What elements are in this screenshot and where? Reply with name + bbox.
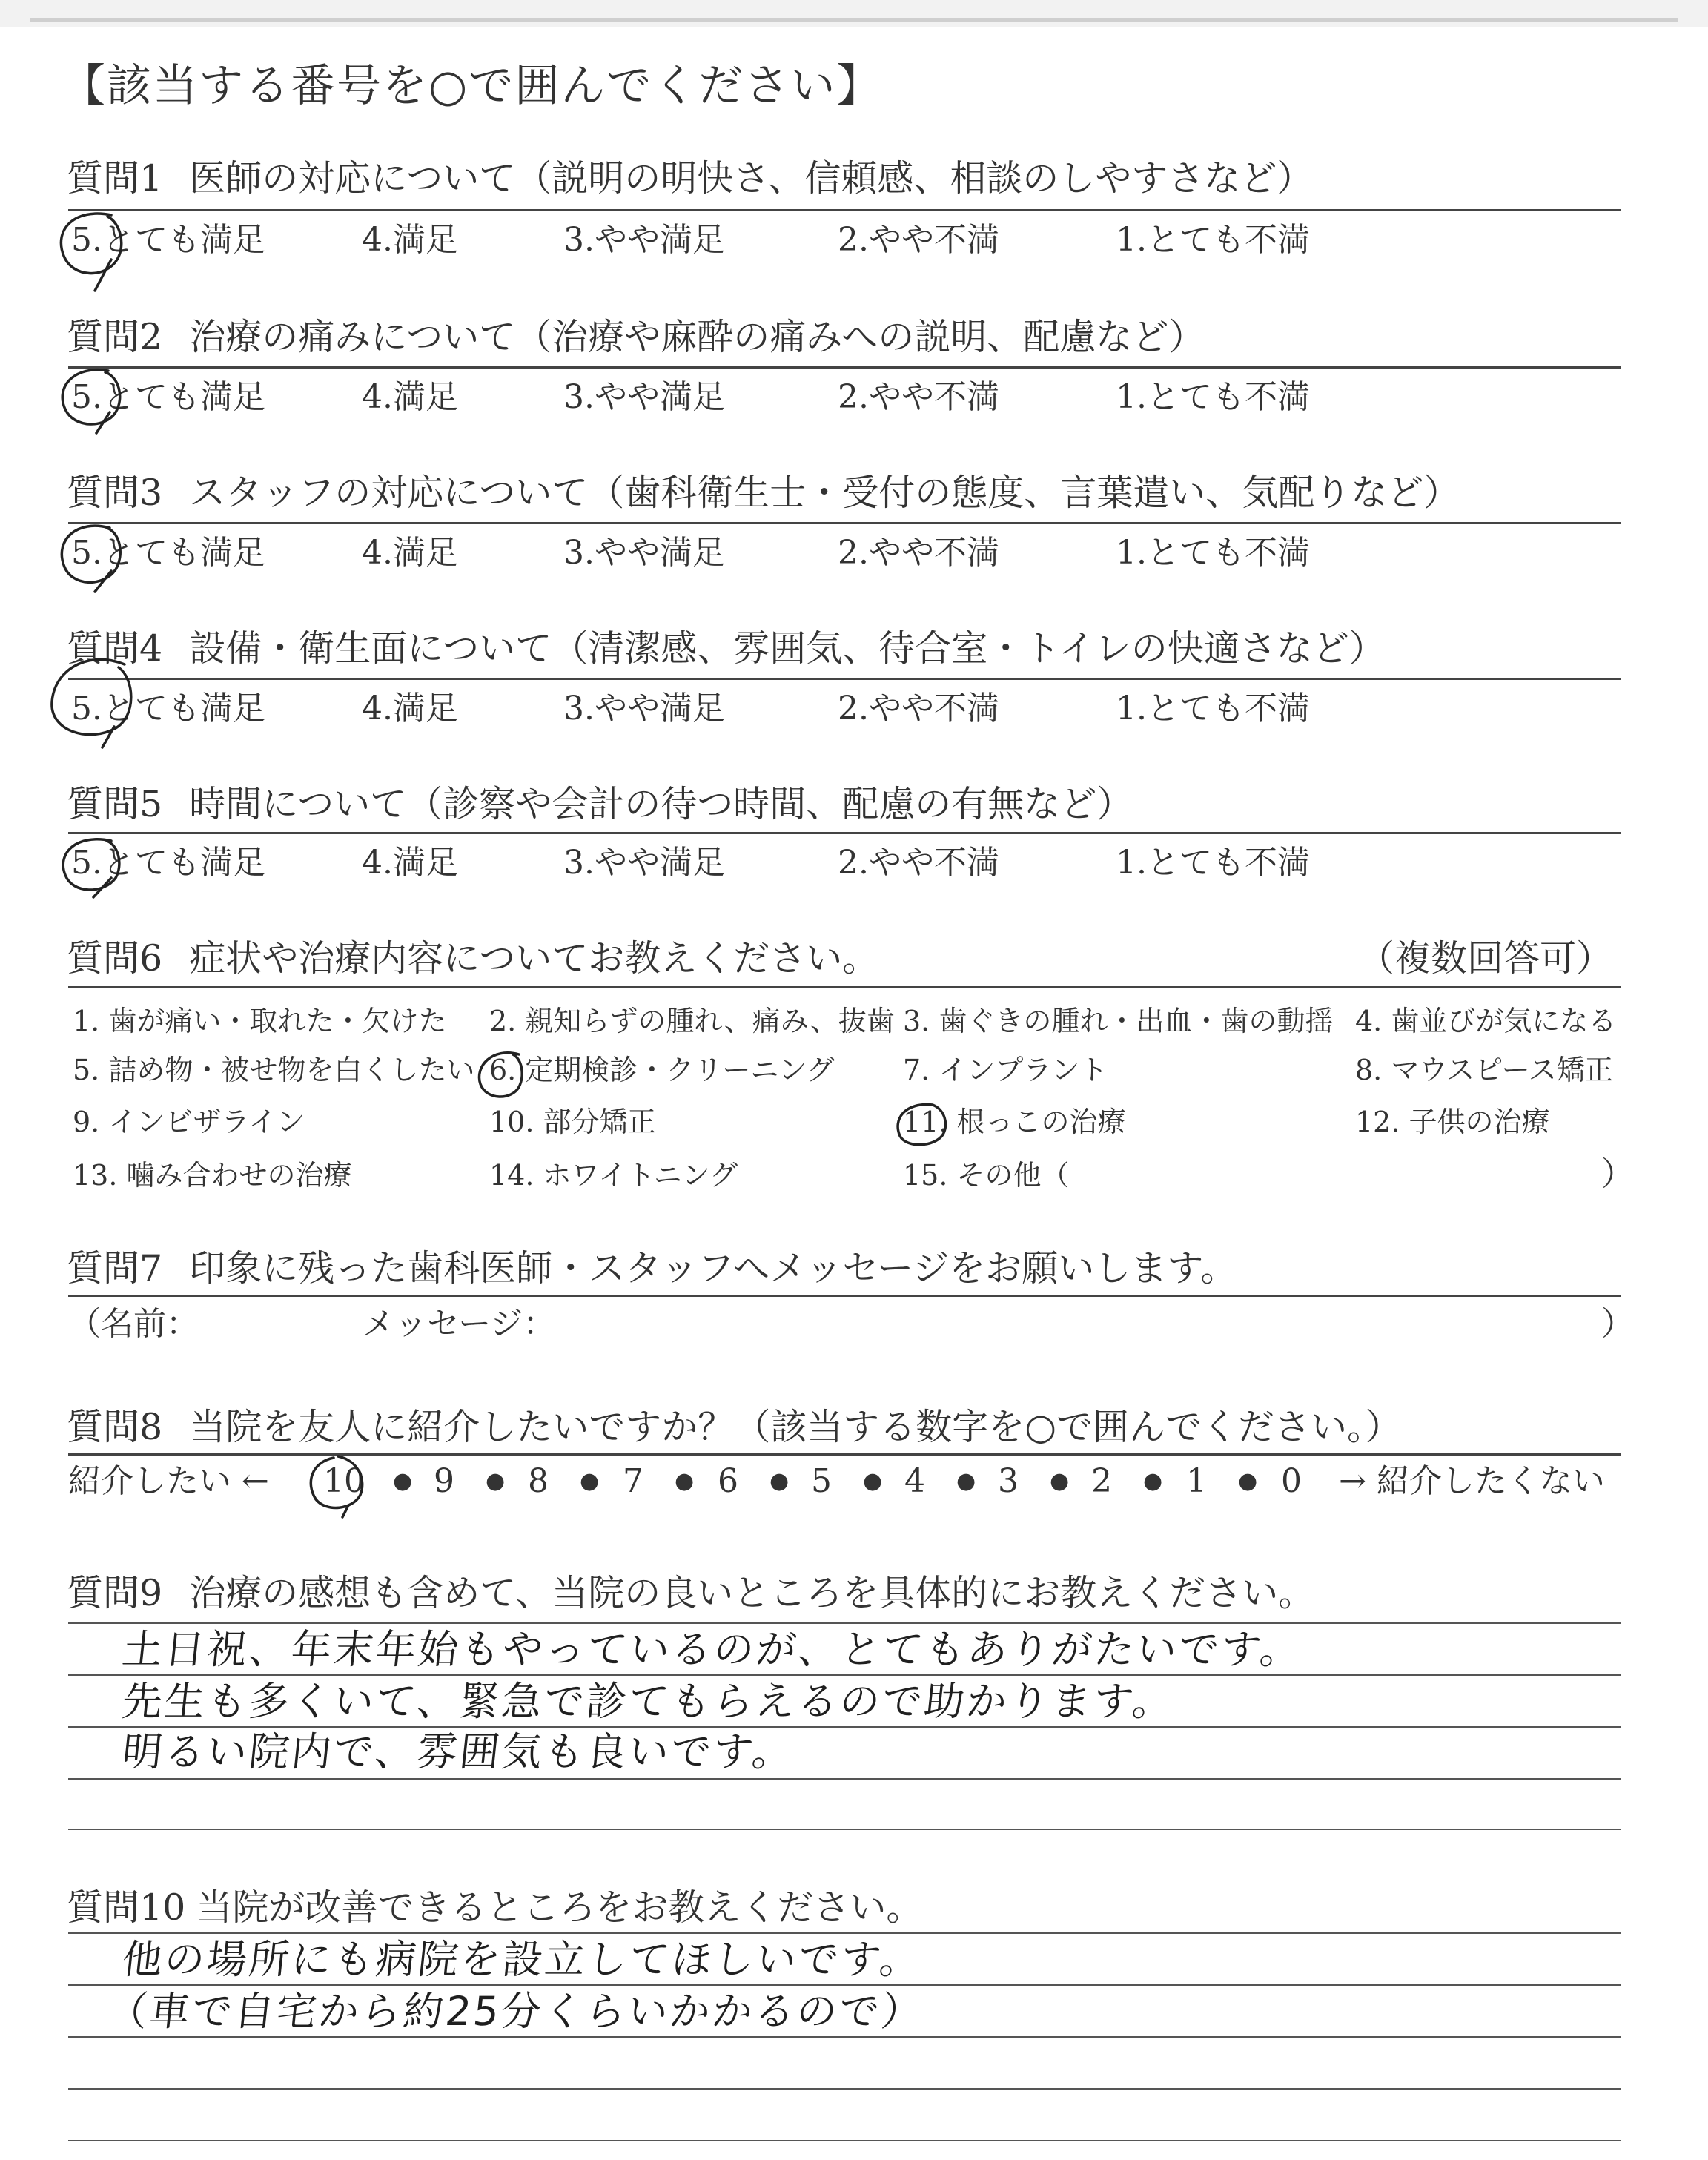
divider	[68, 678, 1621, 680]
question-number: 質問6	[67, 937, 163, 980]
symptom-option-8[interactable]: 8. マウスピース矯正	[1355, 1054, 1613, 1086]
scale-separator: ●	[675, 1468, 695, 1494]
symptom-option-3[interactable]: 3. 歯ぐきの腫れ・出血・歯の動揺	[903, 1005, 1334, 1037]
rating-option-2[interactable]: 2.やや不満	[838, 690, 999, 727]
question-number: 質問1	[67, 157, 163, 199]
answer-line	[68, 1674, 1621, 1676]
answer-line	[68, 1932, 1621, 1934]
rating-option-3[interactable]: 3.やや満足	[563, 844, 725, 882]
question-1	[67, 156, 1313, 202]
question-text: 症状や治療内容についてお教えください。	[189, 937, 879, 980]
question-text: 印象に残った歯科医師・スタッフへメッセージをお願いします。	[189, 1247, 1237, 1289]
symptom-option-9[interactable]: 9. インビザライン	[73, 1106, 305, 1138]
rating-option-3[interactable]: 3.やや満足	[563, 534, 725, 572]
divider	[68, 522, 1621, 524]
rating-option-5[interactable]: 5.とても満足	[71, 534, 265, 572]
rating-option-4[interactable]: 4.満足	[362, 844, 458, 882]
rating-option-1[interactable]: 1.とても不満	[1116, 534, 1310, 572]
rating-option-5[interactable]: 5.とても満足	[71, 378, 265, 416]
scale-separator: ●	[863, 1468, 883, 1494]
scale-separator: ●	[1238, 1468, 1258, 1494]
answer-line	[68, 2088, 1621, 2090]
symptom-option-10[interactable]: 10. 部分矯正	[489, 1106, 656, 1138]
scale-right-label: → 紹介したくない	[1339, 1462, 1605, 1500]
question-number: 質問2	[67, 316, 163, 358]
answer-line	[68, 1984, 1621, 1986]
answer-line	[68, 2140, 1621, 2141]
scale-separator: ●	[393, 1468, 413, 1494]
rating-option-4[interactable]: 4.満足	[362, 534, 458, 572]
question-text: 当院が改善できるところをお教えください。	[196, 1886, 923, 1929]
question-4	[67, 626, 1386, 672]
answer-line	[68, 1829, 1621, 1830]
question-number: 質問4	[67, 627, 163, 670]
question-8	[67, 1404, 1401, 1450]
scale-left-label: 紹介したい ←	[68, 1462, 269, 1500]
rating-option-3[interactable]: 3.やや満足	[563, 378, 725, 416]
scale-separator: ●	[580, 1468, 600, 1494]
question-number: 質問3	[67, 472, 163, 514]
symptom-option-12[interactable]: 12. 子供の治療	[1355, 1106, 1550, 1138]
answer-line	[68, 2036, 1621, 2038]
scale-separator: ●	[769, 1468, 790, 1494]
question-number: 質問10	[67, 1886, 186, 1929]
scale-value-7[interactable]: 7	[623, 1462, 643, 1500]
name-label: （名前：	[68, 1305, 199, 1343]
scale-value-10[interactable]: 10	[323, 1462, 365, 1500]
divider	[68, 1295, 1621, 1297]
question-text: 設備・衛生面について（清潔感、雰囲気、待合室・トイレの快適さなど）	[189, 627, 1386, 670]
message-label: メッセージ：	[362, 1305, 556, 1343]
symptom-option-2[interactable]: 2. 親知らずの腫れ、痛み、抜歯	[489, 1005, 895, 1037]
rating-option-2[interactable]: 2.やや不満	[838, 221, 999, 259]
handwritten-line: 先生も多くいて、緊急で診てもらえるので助かります。	[119, 1678, 1177, 1725]
question-9	[67, 1571, 1314, 1616]
symptom-option-5[interactable]: 5. 詰め物・被せ物を白くしたい	[73, 1054, 475, 1086]
divider	[68, 1453, 1621, 1456]
handwritten-line: （車で自宅から約25分くらいかかるので）	[105, 1988, 927, 2035]
scale-separator: ●	[956, 1468, 976, 1494]
scale-value-9[interactable]: 9	[434, 1462, 454, 1500]
scale-separator: ●	[486, 1468, 506, 1494]
question-3	[67, 470, 1460, 516]
scale-value-8[interactable]: 8	[528, 1462, 549, 1500]
question-2	[67, 314, 1205, 360]
question-number: 質問7	[67, 1247, 163, 1289]
question-text: スタッフの対応について（歯科衛生士・受付の態度、言葉遣い、気配りなど）	[189, 472, 1460, 514]
answer-line	[68, 1778, 1621, 1780]
symptom-option-1[interactable]: 1. 歯が痛い・取れた・欠けた	[73, 1005, 447, 1037]
question-number: 質問5	[67, 783, 163, 825]
question-number: 質問8	[67, 1406, 163, 1448]
multiple-answers-note: （複数回答可）	[1358, 937, 1613, 980]
scale-value-0[interactable]: 0	[1281, 1462, 1302, 1500]
rating-option-1[interactable]: 1.とても不満	[1116, 844, 1310, 882]
scale-separator: ●	[1050, 1468, 1070, 1494]
symptom-option-6[interactable]: 6. 定期検診・クリーニング	[489, 1054, 835, 1086]
scale-value-5[interactable]: 5	[811, 1462, 832, 1500]
rating-option-4[interactable]: 4.満足	[362, 690, 458, 727]
symptom-option-14[interactable]: 14. ホワイトニング	[489, 1159, 738, 1192]
other-close-paren: ）	[1601, 1155, 1634, 1193]
rating-option-1[interactable]: 1.とても不満	[1116, 221, 1310, 259]
divider	[68, 832, 1621, 834]
handwritten-line: 他の場所にも病院を設立してほしいです。	[119, 1936, 925, 1983]
message-close-paren: ）	[1601, 1305, 1634, 1343]
rating-option-3[interactable]: 3.やや満足	[563, 221, 725, 259]
scale-value-2[interactable]: 2	[1091, 1462, 1112, 1500]
rating-option-2[interactable]: 2.やや不満	[838, 844, 999, 882]
rating-option-2[interactable]: 2.やや不満	[838, 534, 999, 572]
rating-option-1[interactable]: 1.とても不満	[1116, 690, 1310, 727]
question-number: 質問9	[67, 1572, 163, 1614]
question-text: 時間について（診察や会計の待つ時間、配慮の有無など）	[189, 783, 1133, 825]
question-5	[67, 782, 1133, 828]
divider	[68, 209, 1621, 211]
symptom-option-7[interactable]: 7. インプラント	[903, 1054, 1108, 1086]
rating-option-5[interactable]: 5.とても満足	[71, 221, 265, 259]
question-text: 治療の感想も含めて、当院の良いところを具体的にお教えください。	[189, 1572, 1315, 1614]
scale-value-4[interactable]: 4	[904, 1462, 925, 1500]
question-text: 当院を友人に紹介したいですか？（該当する数字を○で囲んでください。）	[189, 1406, 1402, 1448]
scale-value-6[interactable]: 6	[718, 1462, 738, 1500]
scale-value-1[interactable]: 1	[1186, 1462, 1207, 1500]
rating-option-5[interactable]: 5.とても満足	[71, 690, 265, 727]
scale-separator: ●	[1143, 1468, 1163, 1494]
rating-option-1[interactable]: 1.とても不満	[1116, 378, 1310, 416]
question-7	[67, 1246, 1237, 1292]
symptom-option-15[interactable]: 15. その他（	[903, 1159, 1070, 1192]
answer-line	[68, 1622, 1621, 1624]
rating-option-3[interactable]: 3.やや満足	[563, 690, 725, 727]
scale-value-3[interactable]: 3	[998, 1462, 1019, 1500]
question-6	[67, 936, 878, 982]
question-text: 治療の痛みについて（治療や麻酔の痛みへの説明、配慮など）	[189, 316, 1205, 358]
rating-option-5[interactable]: 5.とても満足	[71, 844, 265, 882]
form-heading: 【該当する番号を○で囲んでください】	[61, 60, 883, 112]
handwritten-line: 明るい院内で、雰囲気も良いです。	[119, 1728, 797, 1775]
rating-option-4[interactable]: 4.満足	[362, 221, 458, 259]
question-10	[67, 1885, 922, 1931]
symptom-option-11[interactable]: 11. 根っこの治療	[903, 1106, 1126, 1138]
handwritten-line: 土日祝、年末年始もやっているのが、とてもありがたいです。	[119, 1626, 1305, 1673]
rating-option-4[interactable]: 4.満足	[362, 378, 458, 416]
question-text: 医師の対応について（説明の明快さ、信頼感、相談のしやすさなど）	[189, 157, 1314, 199]
symptom-option-13[interactable]: 13. 噛み合わせの治療	[73, 1159, 352, 1192]
symptom-option-4[interactable]: 4. 歯並びが気になる	[1355, 1005, 1617, 1037]
rating-option-2[interactable]: 2.やや不満	[838, 378, 999, 416]
divider	[68, 986, 1621, 988]
divider	[68, 366, 1621, 369]
